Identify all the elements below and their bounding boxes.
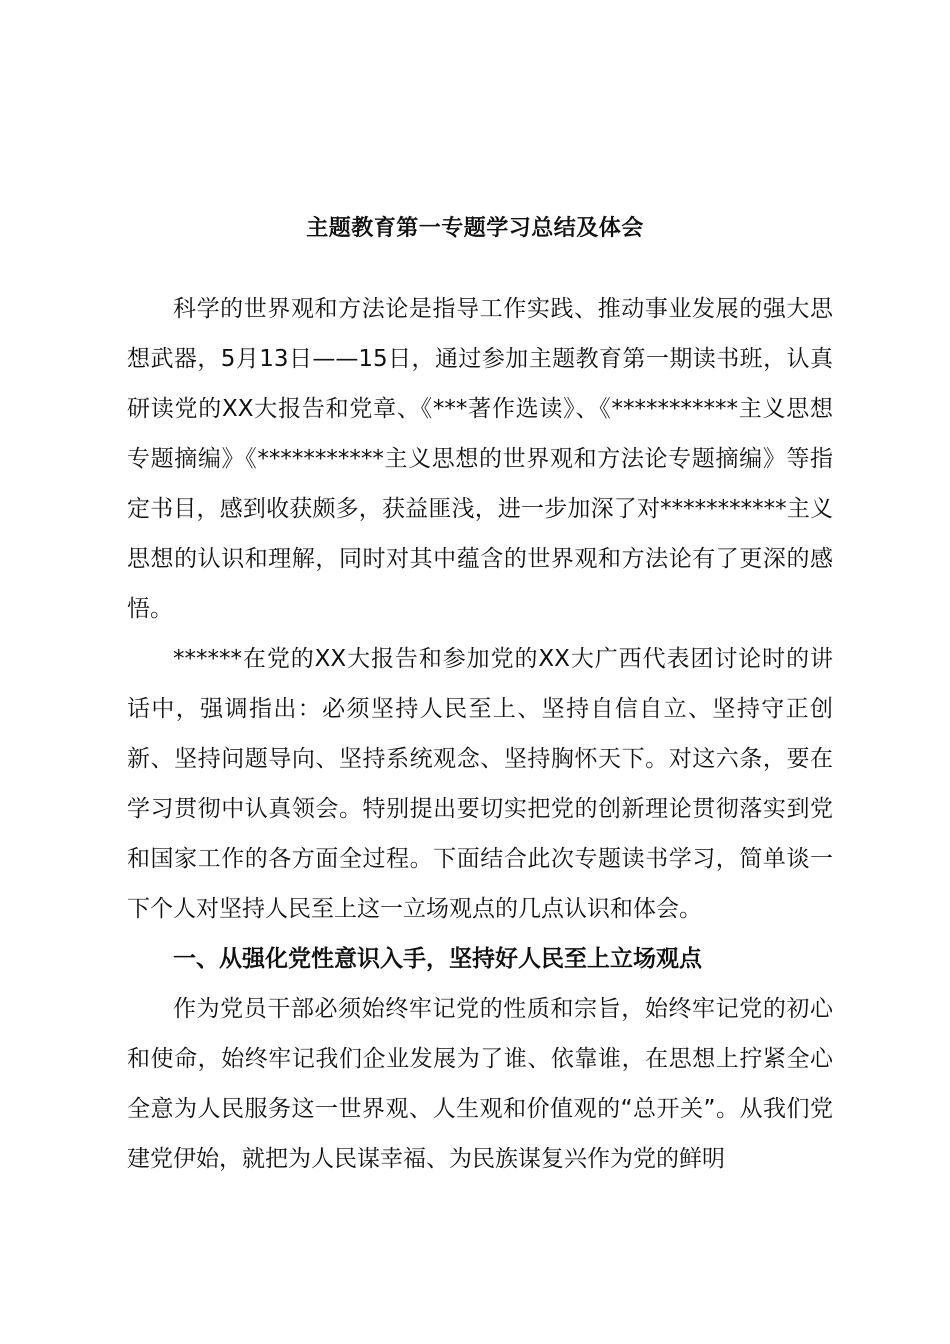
paragraph-section-1: 作为党员干部必须始终牢记党的性质和宗旨，始终牢记党的初心和使命，始终牢记我们企业发展为了谁、依靠谁，在思想上拧紧全心全意为人民服务这一世界观、人生观和价值观的“总开关”。从我们党建党伊始，就把为人民谋幸福、为民族谋复兴作为党的鲜明 — [127, 996, 833, 1172]
paragraph-intro: 科学的世界观和方法论是指导工作实践、推动事业发展的强大思想武器，5月13日——15日，通过参加主题教育第一期读书班，认真研读党的XX大报告和党章、《***著作选读》、《***********主义思想专题摘编》《***********主义思想的世界观和方法论专题摘编》等指定书目，感到收获颇多，获益匪浅，进一步加深了对***********主义思想的认识和理解，同时对其中蕴含的世界观和方法论有了更深的感悟。 — [127, 296, 833, 622]
document-body — [127, 284, 833, 1184]
paragraph-six-principles: ******在党的XX大报告和参加党的XX大广西代表团讨论时的讲话中，强调指出：必须坚持人民至上、坚持自信自立、坚持守正创新、坚持问题导向、坚持系统观念、坚持胸怀天下。对这六条，要在学习贯彻中认真领会。特别提出要切实把党的创新理论贯彻落实到党和国家工作的各方面全过程。下面结合此次专题读书学习，简单谈一下个人对坚持人民至上这一立场观点的几点认识和体会。 — [127, 646, 833, 922]
document-title: 主题教育第一专题学习总结及体会 — [306, 216, 644, 241]
section-heading-1: 一、从强化党性意识入手，坚持好人民至上立场观点 — [173, 946, 702, 972]
